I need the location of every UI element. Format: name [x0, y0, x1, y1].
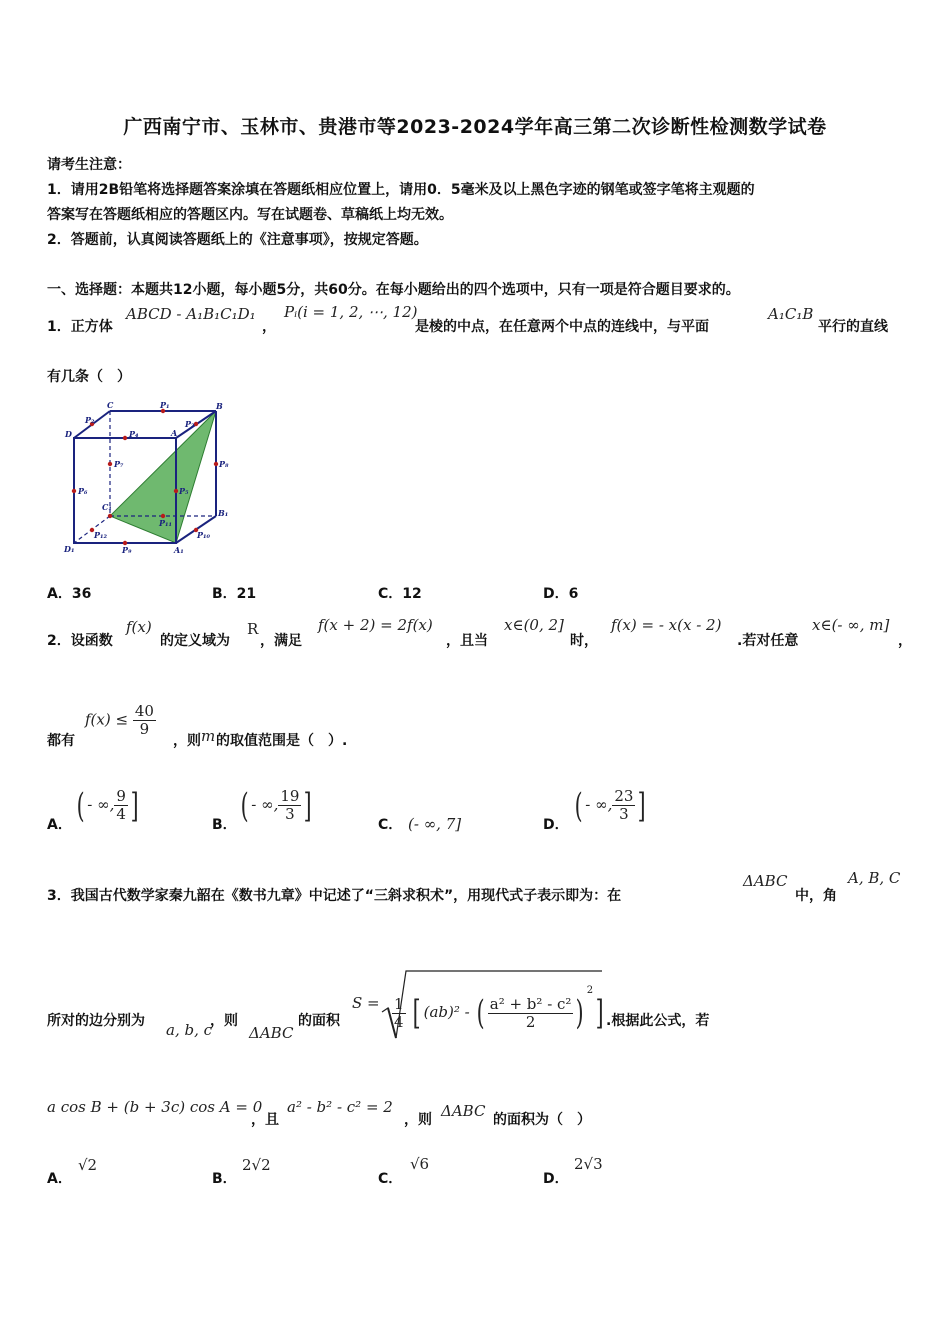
q3-cond2: a² - b² - c² = 2: [287, 1098, 393, 1116]
notice-line-1b: 答案写在答题纸相应的答题区内。写在试题卷、草稿纸上均无效。: [47, 207, 453, 223]
point-p8: [214, 462, 218, 466]
q2-inequality: [85, 703, 156, 738]
q2-dou: 都有: [47, 733, 75, 749]
q1-option-a-text: 36: [71, 586, 92, 602]
q2-R: R: [247, 620, 259, 638]
notice-line-1a: 1．请用2B铅笔将选择题答案涂填在答题纸相应位置上，请用0．5毫米及以上黑色字迹的钢笔或签字笔将主观题的: [47, 182, 755, 198]
label-C: C: [107, 400, 114, 410]
q2-b-bracket-right: ]: [304, 785, 313, 826]
q2-d-bracket-right: ]: [638, 785, 647, 826]
label-P6: P₆: [78, 486, 88, 496]
q2-range-text: 的取值范围是（ ）.: [216, 733, 348, 749]
q2-option-c-expr: (- ∞, 7]: [408, 815, 462, 833]
notice-heading: 请考生注意：: [47, 157, 131, 173]
q2-d-pre: - ∞,: [585, 795, 613, 814]
q2-then: ，则: [173, 733, 201, 749]
q3-inner-num: a² + b² - c²: [489, 994, 572, 1013]
q2-prefix: 2．设函数: [47, 633, 113, 649]
q1-option-c[interactable]: [378, 583, 422, 603]
q1-line2: 有几条（ ）: [47, 369, 131, 385]
q2-interval2: x∈(- ∞, m]: [812, 616, 890, 634]
q3-then: ，则: [404, 1112, 432, 1128]
q3-tri3: ΔABC: [441, 1102, 486, 1120]
q2-d-fraction: [612, 788, 635, 823]
q3-inner-fraction: [488, 996, 574, 1031]
q2-shi: 时，: [570, 633, 598, 649]
q3-left-paren: (: [477, 993, 486, 1033]
q2-frac-num: 40: [134, 702, 154, 720]
q3-angles: A, B, C: [848, 869, 901, 887]
q2-b-pre: - ∞,: [251, 795, 279, 814]
q3-option-b-value: 2√2: [242, 1156, 271, 1174]
q2-option-a-letter[interactable]: A．: [47, 817, 72, 833]
section-heading: 一、选择题：本题共12小题，每小题5分，共60分。在每小题给出的四个选项中，只有一项是符合题目要求的。: [47, 282, 740, 298]
q3-option-c-value: √6: [410, 1155, 430, 1173]
label-P8: P₈: [219, 459, 229, 469]
q3-zhong: 中，角: [795, 888, 837, 904]
q2-a-bracket-left: (: [76, 785, 85, 826]
label-P4: P₄: [129, 429, 139, 439]
q2-option-b-letter[interactable]: B．: [212, 817, 237, 833]
q2-d-den: 3: [619, 805, 629, 823]
q2-domain-text: 的定义域为: [160, 633, 230, 649]
q1-plane-expr: A₁C₁B: [768, 305, 814, 323]
q3-tri: ΔABC: [743, 872, 788, 890]
q2-when-text: ，且当: [446, 633, 488, 649]
q2-b-den: 3: [285, 805, 295, 823]
q2-option-c-letter[interactable]: C．: [378, 817, 403, 833]
q2-option-d-expr: [572, 785, 649, 826]
q2-b-bracket-left: (: [240, 785, 249, 826]
q2-a-den: 4: [116, 805, 126, 823]
point-c1: [108, 514, 112, 518]
label-C1: C₁: [102, 502, 112, 512]
q2-interval: x∈(0, 2]: [504, 616, 564, 634]
q3-quarter: [392, 996, 406, 1031]
q1-comma: ，: [262, 319, 276, 335]
label-P3: P₃: [185, 419, 195, 429]
q3-cond1: a cos B + (b + 3c) cos A = 0: [47, 1098, 263, 1116]
label-P1: P₁: [160, 400, 170, 410]
q1-option-a-letter: A．: [47, 586, 72, 602]
q2-option-b-expr: [238, 785, 315, 826]
label-P10: P₁₀: [197, 530, 211, 540]
q3-right-bracket: ]: [595, 993, 604, 1033]
q2-a-fraction: [114, 788, 128, 823]
q3-square: 2: [586, 985, 594, 996]
q2-option-a-expr: [74, 785, 141, 826]
q3-option-c-letter[interactable]: C．: [378, 1171, 403, 1187]
label-P2: P₂: [85, 415, 95, 425]
q1-prefix: 1．正方体: [47, 319, 113, 335]
notice-line-2: 2．答题前，认真阅读答题纸上的《注意事项》，按规定答题。: [47, 232, 428, 248]
q1-option-b-text: 21: [236, 586, 257, 602]
q1-option-d-text: 6: [568, 586, 579, 602]
q3-formula-tail: .根据此公式，若: [606, 1013, 710, 1029]
label-P11: P₁₁: [159, 518, 173, 528]
q2-satisfy-text: ，满足: [260, 633, 302, 649]
q2-d-num: 23: [614, 787, 634, 805]
q2-fraction: [133, 703, 156, 738]
q3-quarter-den: 4: [394, 1012, 404, 1031]
q3-ask: 的面积为（ ）: [493, 1112, 591, 1128]
q2-f: f(x): [126, 618, 152, 636]
label-D: D: [65, 429, 72, 439]
q3-S-label: S =: [352, 994, 380, 1012]
q3-right-paren: ): [576, 993, 585, 1033]
q2-eq2: f(x) = - x(x - 2): [611, 616, 722, 634]
q3-line1: 3．我国古代数学家秦九韶在《数书九章》中记述了“三斜求积术”，用现代式子表示即为：在: [47, 888, 622, 904]
q3-area-text: 的面积: [298, 1013, 340, 1029]
q1-cube-expr: ABCD - A₁B₁C₁D₁: [126, 305, 256, 323]
q3-option-d-value: 2√3: [574, 1155, 603, 1173]
label-P9: P₉: [122, 545, 132, 555]
q2-frac-den: 9: [139, 720, 150, 738]
q1-option-c-text: 12: [402, 586, 422, 602]
q1-option-d[interactable]: [543, 583, 578, 603]
q3-sides: a, b, c: [166, 1021, 213, 1039]
label-D1: D₁: [64, 544, 75, 554]
q3-option-a-value: √2: [78, 1156, 98, 1174]
q3-quarter-num: 1: [394, 994, 404, 1013]
q1-points-expr: Pᵢ(i = 1, 2, ⋯, 12): [284, 303, 418, 321]
q2-comma: ，: [898, 633, 912, 649]
label-P5: P₅: [179, 486, 189, 496]
cube-figure: [58, 396, 238, 561]
label-P7: P₇: [114, 459, 124, 469]
q1-suffix: 平行的直线: [818, 319, 888, 335]
q2-a-num: 9: [116, 787, 126, 805]
q2-a-pre: - ∞,: [87, 795, 115, 814]
q1-mid-text: 是棱的中点，在任意两个中点的连线中，与平面: [415, 319, 709, 335]
label-P12: P₁₂: [94, 530, 108, 540]
q3-inner-den: 2: [525, 1012, 536, 1031]
q2-any-text: .若对任意: [737, 633, 799, 649]
q3-ze: ，则: [210, 1013, 238, 1029]
q3-ab2: (ab)² -: [423, 1003, 470, 1021]
q2-option-d-letter[interactable]: D．: [543, 817, 569, 833]
q3-qie: ，且: [251, 1112, 279, 1128]
q2-b-num: 19: [280, 787, 300, 805]
q2-b-fraction: [278, 788, 301, 823]
q3-option-a-letter[interactable]: A．: [47, 1171, 72, 1187]
label-A: A: [171, 428, 178, 438]
q1-option-c-letter: C．: [378, 586, 403, 602]
point-p7: [108, 462, 112, 466]
q1-option-d-letter: D．: [543, 586, 569, 602]
label-A1: A₁: [174, 545, 184, 555]
q2-m: m: [201, 727, 216, 745]
q1-option-b[interactable]: [212, 583, 256, 603]
q3-formula-body: [392, 985, 606, 1031]
q2-eq1: f(x + 2) = 2f(x): [318, 616, 433, 634]
q3-left-bracket: [: [412, 993, 421, 1033]
q3-tri2: ΔABC: [249, 1024, 294, 1042]
q1-option-b-letter: B．: [212, 586, 237, 602]
q1-option-a[interactable]: [47, 583, 91, 603]
label-B: B: [216, 401, 223, 411]
label-B1: B₁: [218, 508, 229, 518]
point-p4: [123, 436, 127, 440]
q3-option-d-letter[interactable]: D．: [543, 1171, 569, 1187]
point-p5: [174, 489, 178, 493]
q2-a-bracket-right: ]: [130, 785, 139, 826]
q2-d-bracket-left: (: [574, 785, 583, 826]
page-title: 广西南宁市、玉林市、贵港市等2023-2024学年高三第二次诊断性检测数学试卷: [123, 116, 827, 138]
q2-ineq-text: f(x) ≤: [85, 710, 129, 729]
q3-line2a: 所对的边分别为: [47, 1013, 145, 1029]
q3-option-b-letter[interactable]: B．: [212, 1171, 237, 1187]
point-p6: [72, 489, 76, 493]
